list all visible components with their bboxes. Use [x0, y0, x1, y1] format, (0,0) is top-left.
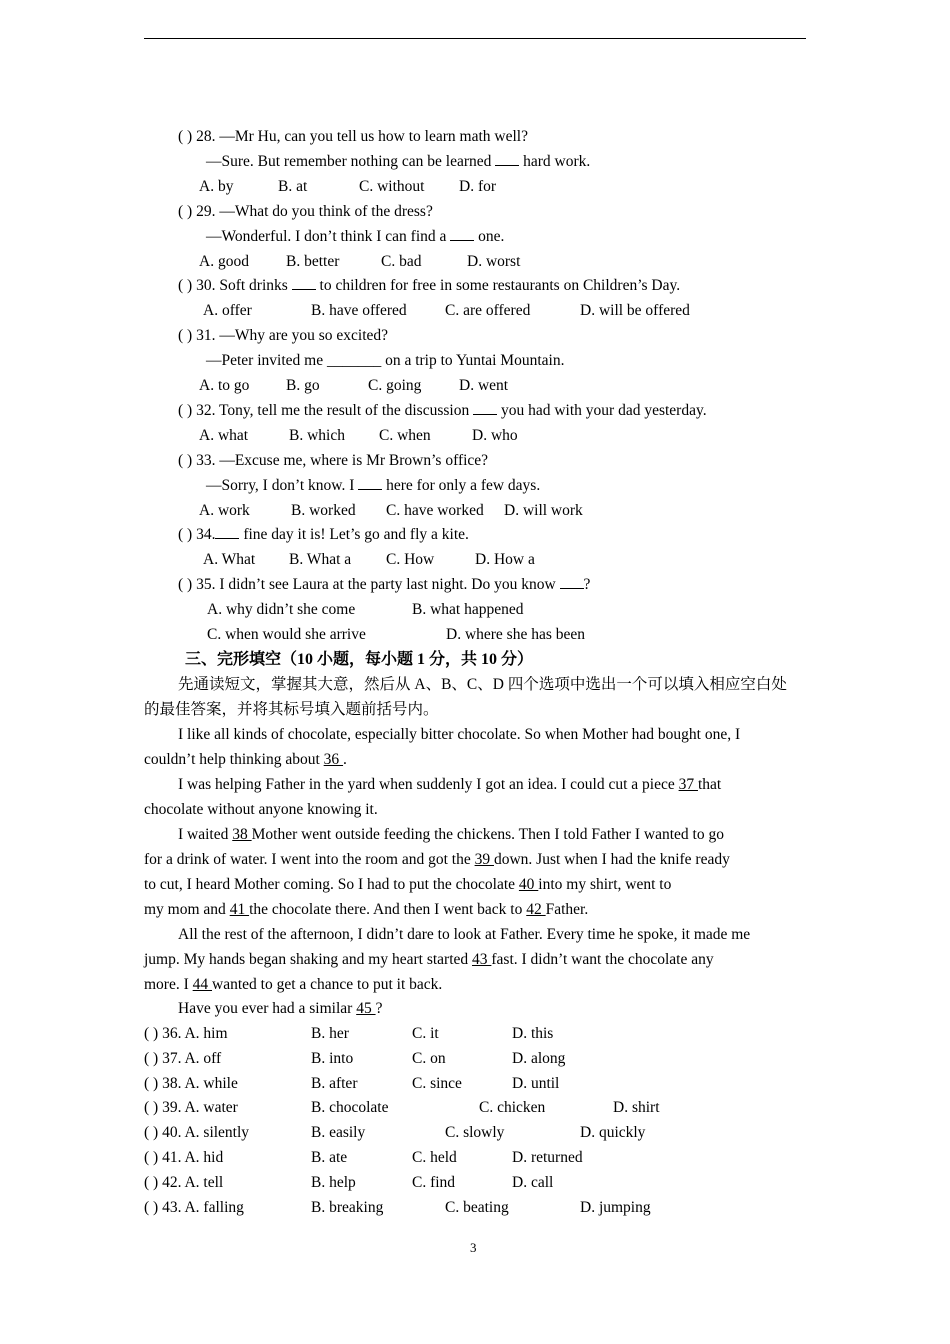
passage-line: to cut, I heard Mother coming. So I had to put the chocolate 40 into my shirt, went to: [144, 876, 672, 893]
question-28: ( ) 28. —Mr Hu, can you tell us how to learn math well?: [178, 128, 528, 145]
cloze-41-option-c: C. held: [412, 1149, 457, 1166]
q31-option-c: C. going: [368, 377, 422, 394]
passage-line: my mom and 41 the chocolate there. And then I went back to 42 Father.: [144, 901, 589, 918]
header-rule: [144, 38, 806, 39]
blank-45: 45: [356, 1000, 376, 1017]
question-34: ( ) 34. fine day it is! Let’s go and fly a kite.: [178, 526, 469, 543]
cloze-40-option-d: D. quickly: [580, 1124, 646, 1141]
question-29: ( ) 29. —What do you think of the dress?: [178, 203, 433, 220]
passage-line: jump. My hands began shaking and my heart started 43 fast. I didn’t want the chocolate any: [144, 951, 714, 968]
q29-option-d: D. worst: [467, 253, 521, 270]
section-heading-cloze: 三、完形填空（10 小题，每小题 1 分，共 10 分）: [185, 651, 534, 668]
q35-option-a: A. why didn’t she come: [207, 601, 356, 618]
cloze-38-option-a: ( ) 38. A. while: [144, 1075, 238, 1092]
cloze-43-option-b: B. breaking: [311, 1199, 384, 1216]
q34-option-b: B. What a: [289, 551, 352, 568]
passage-line: I was helping Father in the yard when suddenly I got an idea. I could cut a piece 37 that: [178, 776, 722, 793]
passage-line: I like all kinds of chocolate, especially bitter chocolate. So when Mother had bought one, I: [178, 726, 741, 743]
cloze-40-option-b: B. easily: [311, 1124, 366, 1141]
cloze-41-option-d: D. returned: [512, 1149, 583, 1166]
blank-39: 39: [474, 851, 494, 868]
question-28-line2: —Sure. But remember nothing can be learned hard work.: [206, 153, 591, 170]
q33-option-a: A. work: [199, 502, 250, 519]
blank-38: 38: [232, 826, 252, 843]
passage-line: All the rest of the afternoon, I didn’t dare to look at Father. Every time he spoke, it made me: [178, 926, 751, 943]
q34-option-d: D. How a: [475, 551, 535, 568]
q33-option-d: D. will work: [504, 502, 583, 519]
cloze-38-option-b: B. after: [311, 1075, 358, 1092]
q35-option-c: C. when would she arrive: [207, 626, 366, 643]
q30-option-a: A. offer: [203, 302, 252, 319]
cloze-36-option-c: C. it: [412, 1025, 439, 1042]
passage-line: for a drink of water. I went into the room and got the 39 down. Just when I had the knife ready: [144, 851, 730, 868]
q34-option-c: C. How: [386, 551, 435, 568]
q28-option-a: A. by: [199, 178, 234, 195]
question-31: ( ) 31. —Why are you so excited?: [178, 327, 389, 344]
blank-44: 44: [192, 976, 213, 993]
cloze-36-option-a: ( ) 36. A. him: [144, 1025, 228, 1042]
q30-option-c: C. are offered: [445, 302, 531, 319]
cloze-38-option-d: D. until: [512, 1075, 560, 1092]
question-35: ( ) 35. I didn’t see Laura at the party last night. Do you know ?: [178, 576, 591, 593]
question-31-line2: —Peter invited me _______ on a trip to Yuntai Mountain.: [206, 352, 565, 369]
cloze-41-option-b: B. ate: [311, 1149, 348, 1166]
cloze-42-option-d: D. call: [512, 1174, 554, 1191]
cloze-41-option-a: ( ) 41. A. hid: [144, 1149, 224, 1166]
cloze-40-option-a: ( ) 40. A. silently: [144, 1124, 250, 1141]
q33-option-c: C. have worked: [386, 502, 484, 519]
passage-line: more. I 44 wanted to get a chance to put it back.: [144, 976, 443, 993]
q31-option-a: A. to go: [199, 377, 250, 394]
cloze-42-option-a: ( ) 42. A. tell: [144, 1174, 224, 1191]
q32-option-a: A. what: [199, 427, 249, 444]
blank-37: 37: [678, 776, 698, 793]
cloze-39-option-a: ( ) 39. A. water: [144, 1099, 238, 1116]
cloze-37-option-b: B. into: [311, 1050, 354, 1067]
q32-option-c: C. when: [379, 427, 431, 444]
q30-option-d: D. will be offered: [580, 302, 690, 319]
blank-41: 41: [229, 901, 250, 918]
cloze-43-option-d: D. jumping: [580, 1199, 651, 1216]
q32-option-b: B. which: [289, 427, 345, 444]
blank-36: 36: [323, 751, 344, 768]
q29-option-b: B. better: [286, 253, 340, 270]
cloze-instructions-line1: 先通读短文，掌握其大意，然后从 A、B、C、D 四个选项中选出一个可以填入相应空白处: [178, 676, 787, 693]
passage-line: I waited 38 Mother went outside feeding the chickens. Then I told Father I wanted to go: [178, 826, 724, 843]
blank-42: 42: [526, 901, 546, 918]
question-33-line2: —Sorry, I don’t know. I here for only a few days.: [206, 477, 541, 494]
passage-line: chocolate without anyone knowing it.: [144, 801, 378, 818]
question-32: ( ) 32. Tony, tell me the result of the discussion you had with your dad yesterday.: [178, 402, 707, 419]
q31-option-d: D. went: [459, 377, 509, 394]
q29-option-a: A. good: [199, 253, 249, 270]
q30-option-b: B. have offered: [311, 302, 407, 319]
q32-option-d: D. who: [472, 427, 518, 444]
q28-option-c: C. without: [359, 178, 425, 195]
q33-option-b: B. worked: [291, 502, 356, 519]
q29-option-c: C. bad: [381, 253, 422, 270]
cloze-42-option-b: B. help: [311, 1174, 356, 1191]
cloze-39-option-b: B. chocolate: [311, 1099, 389, 1116]
cloze-37-option-d: D. along: [512, 1050, 566, 1067]
page-number: 3: [470, 1240, 477, 1255]
q31-option-b: B. go: [286, 377, 320, 394]
passage-line: couldn’t help thinking about 36 .: [144, 751, 347, 768]
question-30: ( ) 30. Soft drinks to children for free in some restaurants on Children’s Day.: [178, 277, 681, 294]
cloze-39-option-c: C. chicken: [479, 1099, 546, 1116]
cloze-43-option-c: C. beating: [445, 1199, 509, 1216]
q28-option-b: B. at: [278, 178, 308, 195]
cloze-37-option-a: ( ) 37. A. off: [144, 1050, 222, 1067]
cloze-38-option-c: C. since: [412, 1075, 462, 1092]
blank-40: 40: [518, 876, 539, 893]
cloze-37-option-c: C. on: [412, 1050, 446, 1067]
q35-option-d: D. where she has been: [446, 626, 586, 643]
passage-line: Have you ever had a similar 45 ?: [178, 1000, 383, 1017]
q35-option-b: B. what happened: [412, 601, 524, 618]
q28-option-d: D. for: [459, 178, 497, 195]
question-33: ( ) 33. —Excuse me, where is Mr Brown’s office?: [178, 452, 489, 469]
cloze-43-option-a: ( ) 43. A. falling: [144, 1199, 244, 1216]
question-29-line2: —Wonderful. I don’t think I can find a one.: [206, 228, 505, 245]
cloze-36-option-d: D. this: [512, 1025, 554, 1042]
blank-43: 43: [472, 951, 492, 968]
cloze-42-option-c: C. find: [412, 1174, 456, 1191]
cloze-39-option-d: D. shirt: [613, 1099, 660, 1116]
q34-option-a: A. What: [203, 551, 256, 568]
cloze-instructions-line2: 的最佳答案，并将其标号填入题前括号内。: [144, 701, 439, 718]
cloze-36-option-b: B. her: [311, 1025, 349, 1042]
cloze-40-option-c: C. slowly: [445, 1124, 505, 1141]
